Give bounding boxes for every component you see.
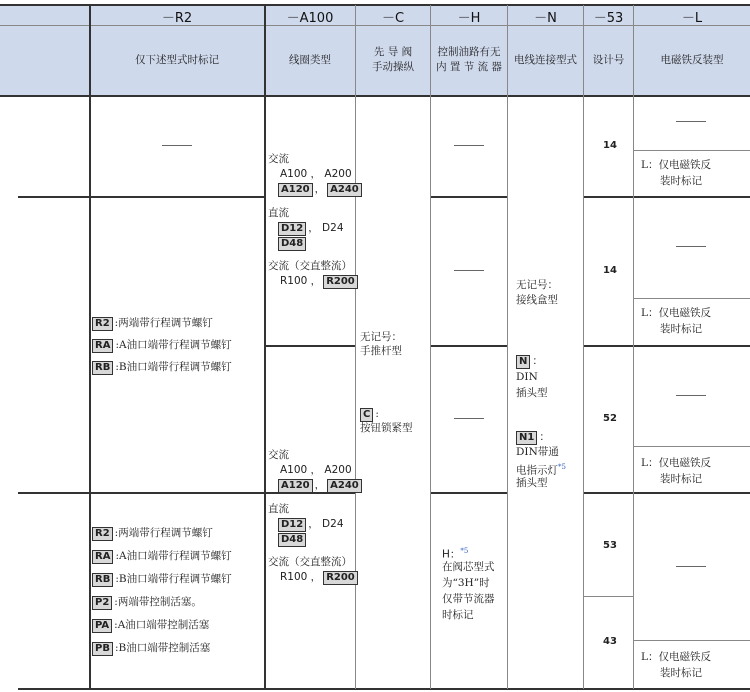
coil-ac-line2: A120 ， A240 <box>278 182 364 197</box>
coil-acdc-label: 交流（交直整流） <box>268 556 352 568</box>
coil-ac-line1: A100 ， A200 <box>280 464 352 476</box>
header-bottom-border <box>0 95 750 97</box>
bottom-border <box>18 688 750 690</box>
code-a100: －A100 <box>286 11 334 26</box>
code-c: －C <box>381 11 405 26</box>
coil-dc-line2: D48 <box>278 236 308 251</box>
l-dash <box>676 246 706 247</box>
l-label: L：仅电磁铁反 <box>641 159 711 171</box>
coil-dc-line2: D48 <box>278 532 308 547</box>
l-subdivider-2 <box>633 298 750 299</box>
design-number: 43 <box>603 636 617 647</box>
n-din-line: 插头型 <box>516 387 548 399</box>
l-label2: 装时标记 <box>660 175 702 187</box>
coil-acdc-line: R100 ， R200 <box>280 274 360 289</box>
n-none-desc: 接线盒型 <box>516 294 558 306</box>
code-l: －L <box>681 11 703 26</box>
row-divider-1 <box>18 196 264 198</box>
l-label2: 装时标记 <box>660 323 702 335</box>
title-r2: 仅下述型式时标记 <box>135 54 219 66</box>
design-number: 52 <box>603 413 617 424</box>
design-number: 14 <box>603 140 617 151</box>
c-button-option: C : <box>360 407 379 422</box>
n-none-label: 无记号： <box>516 279 558 291</box>
n1-din-line: DIN带通 <box>516 446 559 458</box>
h-line: 为“3H”时 <box>442 577 490 589</box>
coil-dc-line1: D12 ， D24 <box>278 221 344 236</box>
coil-ac-line1: A100 ， A200 <box>280 168 352 180</box>
row-divider-3c <box>583 492 750 494</box>
l-dash <box>676 566 706 567</box>
col-divider-5 <box>583 5 584 689</box>
l-dash <box>676 395 706 396</box>
c-button-desc: 按钮锁紧型 <box>360 422 413 434</box>
coil-acdc-label: 交流（交直整流） <box>268 260 352 272</box>
h-dash <box>454 270 484 271</box>
l-subdivider-3 <box>633 446 750 447</box>
c-none-desc: 手推杆型 <box>360 345 402 357</box>
row-divider-4 <box>583 596 633 597</box>
coil-ac-label: 交流 <box>268 449 289 461</box>
row-divider-2c <box>583 345 750 347</box>
r2-dash <box>162 145 192 146</box>
n1-din-line: 电指示灯$^{*5}$ <box>516 463 566 477</box>
c-none-label: 无记号： <box>360 331 402 343</box>
r2-option: RB :B油口端带行程调节螺钉 <box>92 360 232 375</box>
top-border <box>0 4 750 6</box>
l-label2: 装时标记 <box>660 667 702 679</box>
r2-option: PA :A油口端带控制活塞 <box>92 618 209 633</box>
h-dash <box>454 418 484 419</box>
n-din-line: DIN <box>516 371 538 383</box>
title-53: 设计号 <box>592 54 625 66</box>
r2-option: R2 :两端带行程调节螺钉 <box>92 316 213 331</box>
l-label: L：仅电磁铁反 <box>641 307 711 319</box>
h-dash <box>454 145 484 146</box>
coil-dc-label: 直流 <box>268 207 289 219</box>
l-label: L：仅电磁铁反 <box>641 651 711 663</box>
n-din-option: N ： <box>516 354 543 369</box>
l-subdivider-4 <box>633 640 750 641</box>
col-divider-1 <box>264 5 266 689</box>
row-divider-1c <box>583 196 750 198</box>
l-dash <box>676 121 706 122</box>
col-divider-4 <box>507 5 508 689</box>
l-label2: 装时标记 <box>660 473 702 485</box>
h-line: 时标记 <box>442 609 474 621</box>
code-r2: －R2 <box>161 11 193 26</box>
design-number: 14 <box>603 265 617 276</box>
coil-dc-line1: D12 ， D24 <box>278 517 344 532</box>
n1-din-option: N1 ： <box>516 430 550 445</box>
row-divider-2b <box>430 345 508 347</box>
r2-option: R2 :两端带行程调节螺钉 <box>92 526 213 541</box>
r2-option: RB :B油口端带行程调节螺钉 <box>92 572 232 587</box>
coil-ac-line2: A120 ， A240 <box>278 478 364 493</box>
row-divider-2 <box>264 345 356 347</box>
r2-option: RA :A油口端带行程调节螺钉 <box>92 338 232 353</box>
h-label: H：$^{*5}$ <box>442 547 469 561</box>
title-h: 控制油路有无 内 置 节 流 器 <box>436 46 502 73</box>
r2-option: PB :B油口端带控制活塞 <box>92 641 210 656</box>
coil-acdc-line: R100 ， R200 <box>280 570 360 585</box>
code-n: －N <box>534 11 557 26</box>
col-divider-6 <box>633 5 634 689</box>
l-subdivider-1 <box>633 150 750 151</box>
r2-option: P2 :两端带控制活塞。 <box>92 595 202 610</box>
h-line: 仅带节流器 <box>442 593 495 605</box>
col-divider-3 <box>430 5 431 689</box>
col-divider-2 <box>355 5 356 689</box>
row-divider-1b <box>430 196 508 198</box>
title-c: 先 导 阀 手动操纵 <box>372 46 414 73</box>
title-a100: 线圈类型 <box>289 54 331 66</box>
row-divider-3b <box>430 492 508 494</box>
title-n: 电线连接型式 <box>514 54 577 66</box>
coil-dc-label: 直流 <box>268 503 289 515</box>
col-divider-0 <box>89 5 91 689</box>
n1-din-line: 插头型 <box>516 477 548 489</box>
h-line: 在阀芯型式 <box>442 561 495 573</box>
coil-ac-label: 交流 <box>268 153 289 165</box>
code-h: －H <box>457 11 481 26</box>
l-label: L：仅电磁铁反 <box>641 457 711 469</box>
r2-option: RA :A油口端带行程调节螺钉 <box>92 549 232 564</box>
code-53: －53 <box>593 11 624 26</box>
design-number: 53 <box>603 540 617 551</box>
title-l: 电磁铁反装型 <box>660 54 724 66</box>
